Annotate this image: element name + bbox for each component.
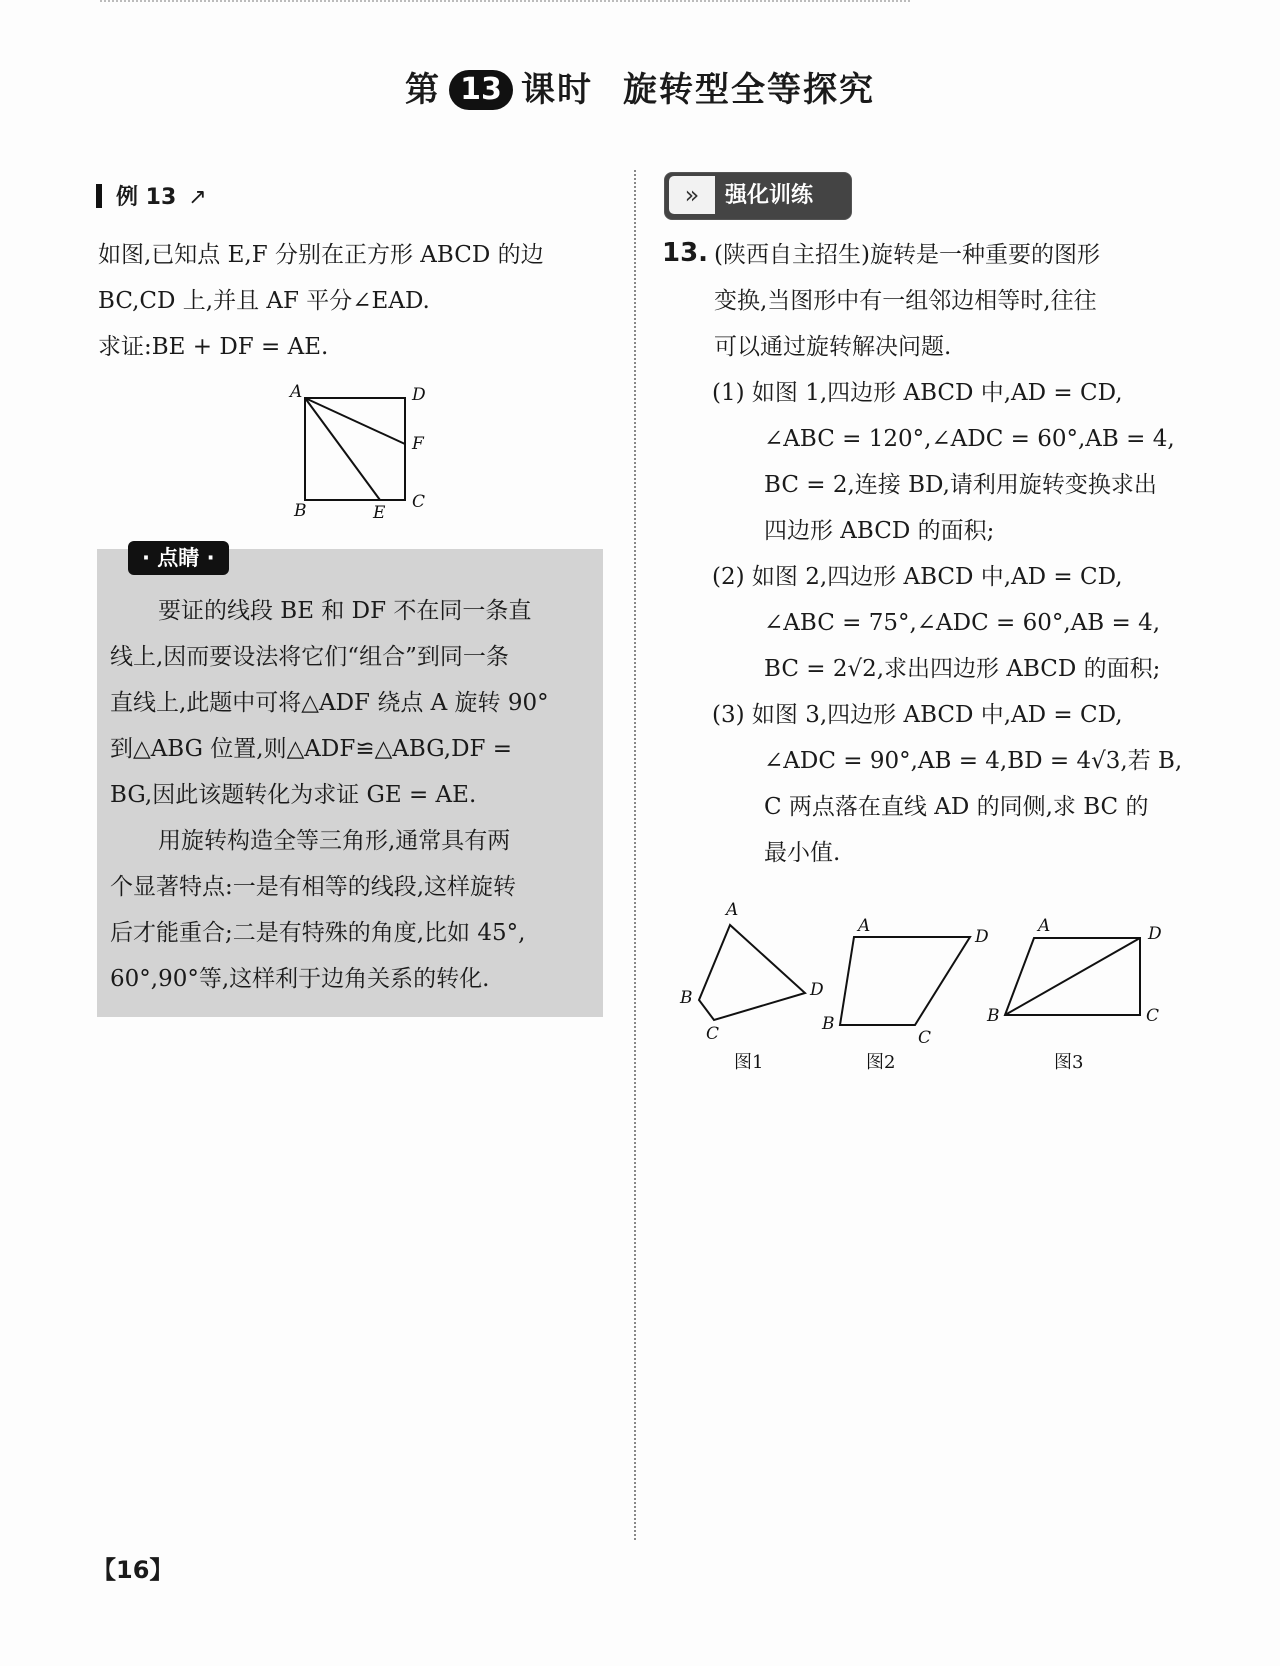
training-label	[664, 172, 852, 220]
tip-line: 到△ABG 位置,则△ADF≌△ABG,DF =	[110, 736, 513, 762]
example-line: 如图,已知点 E,F 分别在正方形 ABCD 的边	[98, 242, 544, 268]
question-parts	[712, 370, 1192, 876]
tip-line: BG,因此该题转化为求证 GE = AE.	[110, 782, 477, 808]
part-line: C 两点落在直线 AD 的同侧,求 BC 的	[764, 794, 1149, 820]
question-line: 可以通过旋转解决问题.	[714, 334, 952, 360]
lesson-number-badge: 13	[449, 70, 513, 110]
title-topic: 旋转型全等探究	[623, 70, 875, 110]
part-line: ∠ADC = 90°,AB = 4,BD = 4√3,若 B,	[764, 748, 1183, 774]
tip-label: · 点睛 ·	[128, 541, 229, 575]
column-divider	[634, 170, 636, 1540]
fig3-caption: 图3	[1054, 1052, 1084, 1073]
part-line: 最小值.	[764, 840, 841, 866]
figure-label-e: E	[373, 503, 386, 520]
fig2-label-b: B	[822, 1014, 835, 1034]
example-label: 例 13	[116, 185, 177, 210]
fig3-label-a: A	[1038, 916, 1051, 936]
example-line: 求证:BE + DF = AE.	[98, 334, 329, 360]
heading-bar	[96, 184, 102, 208]
fig1-label-a: A	[726, 900, 739, 920]
tip-line: 个显著特点:一是有相等的线段,这样旋转	[110, 874, 517, 900]
fig2-label-d: D	[975, 927, 989, 947]
pencil-arrow-icon: ↗	[188, 185, 207, 210]
tip-line: 要证的线段 BE 和 DF 不在同一条直	[158, 598, 532, 624]
training-label-text: 强化训练	[725, 183, 814, 208]
fig3-label-b: B	[987, 1006, 1000, 1026]
part-line: BC = 2,连接 BD,请利用旋转变换求出	[764, 472, 1157, 498]
lesson-title	[0, 62, 1280, 111]
question-line: (陕西自主招生)旋转是一种重要的图形	[714, 242, 1100, 268]
question-intro	[714, 232, 1184, 370]
double-chevron-icon: »	[669, 176, 715, 214]
fig1-caption: 图1	[734, 1052, 764, 1073]
fig1-label-c: C	[706, 1024, 720, 1044]
title-suffix: 课时	[521, 70, 593, 110]
title-prefix: 第	[405, 70, 441, 110]
fig2-caption: 图2	[866, 1052, 896, 1073]
part-line: BC = 2√2,求出四边形 ABCD 的面积;	[764, 656, 1161, 682]
example-heading	[96, 180, 207, 211]
fig3-label-c: C	[1146, 1006, 1160, 1026]
example-line: BC,CD 上,并且 AF 平分∠EAD.	[98, 288, 430, 314]
part-line: (1) 如图 1,四边形 ABCD 中,AD = CD,	[712, 380, 1123, 406]
figure-label-a: A	[290, 382, 303, 402]
fig2-label-c: C	[918, 1028, 932, 1048]
tip-line: 后才能重合;二是有特殊的角度,比如 45°,	[110, 920, 526, 946]
question-line: 变换,当图形中有一组邻边相等时,往往	[714, 288, 1097, 314]
part-line: 四边形 ABCD 的面积;	[764, 518, 995, 544]
fig1-label-b: B	[680, 988, 693, 1008]
figure-label-d: D	[412, 385, 426, 405]
page-number: 【16】	[92, 1556, 174, 1584]
tip-line: 直线上,此题中可将△ADF 绕点 A 旋转 90°	[110, 690, 549, 716]
figure-label-f: F	[412, 434, 424, 454]
fig2-label-a: A	[858, 916, 871, 936]
part-line: (3) 如图 3,四边形 ABCD 中,AD = CD,	[712, 702, 1123, 728]
example-text	[98, 232, 618, 370]
part-line: (2) 如图 2,四边形 ABCD 中,AD = CD,	[712, 564, 1123, 590]
part-line: ∠ABC = 120°,∠ADC = 60°,AB = 4,	[764, 426, 1175, 452]
fig1-label-d: D	[810, 980, 824, 1000]
figure-label-b: B	[294, 501, 307, 520]
fig3-label-d: D	[1148, 924, 1162, 944]
part-line: ∠ABC = 75°,∠ADC = 60°,AB = 4,	[764, 610, 1161, 636]
tip-line: 用旋转构造全等三角形,通常具有两	[158, 828, 511, 854]
tip-line: 线上,因而要设法将它们“组合”到同一条	[110, 644, 509, 670]
question-number: 13.	[662, 238, 709, 268]
tip-text	[110, 588, 595, 1002]
question-figures	[670, 895, 1170, 1080]
figure-label-c: C	[412, 492, 426, 512]
example-figure	[270, 380, 440, 520]
tip-line: 60°,90°等,这样利于边角关系的转化.	[110, 966, 490, 992]
top-border	[100, 0, 910, 2]
